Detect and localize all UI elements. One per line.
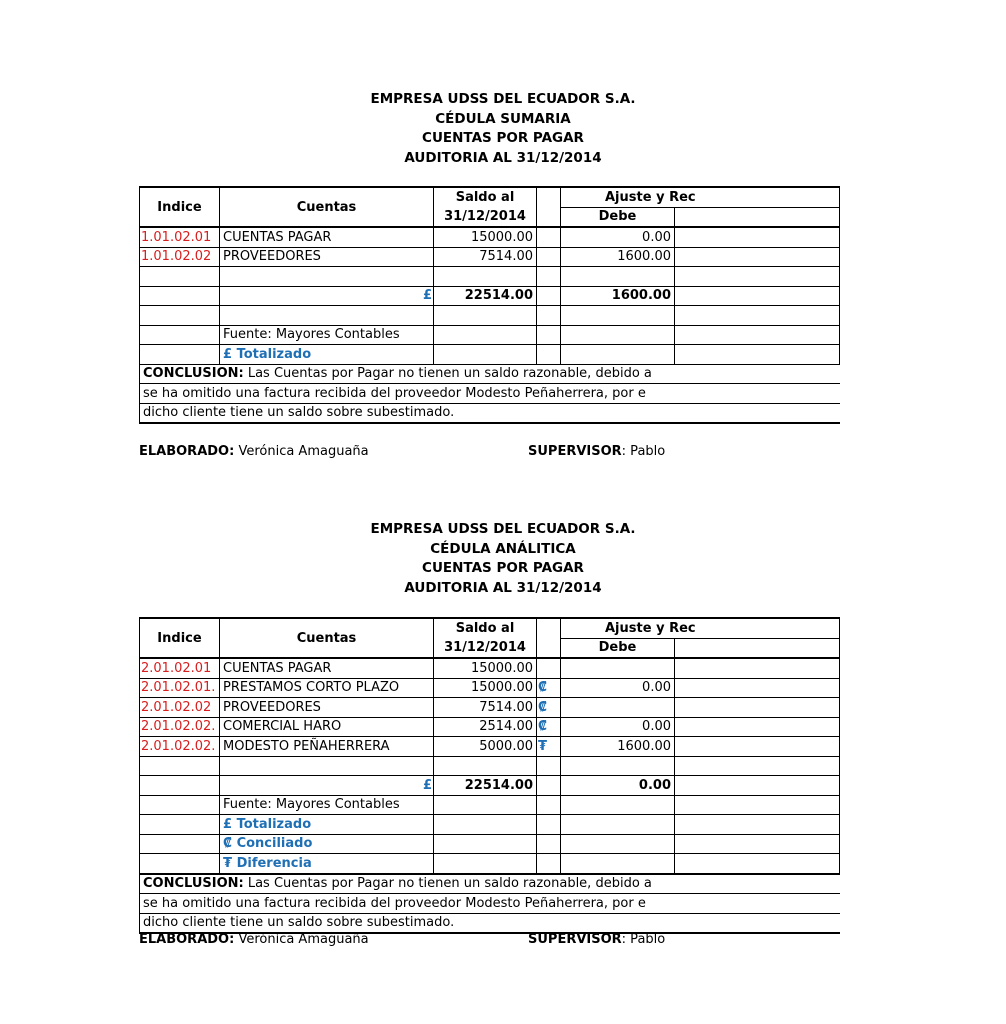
row-cuenta: CUENTAS PAGAR [220, 227, 434, 247]
col-saldo-line2: 31/12/2014 [444, 640, 526, 655]
legend-diferencia [220, 854, 434, 874]
total-mark: £ [220, 776, 434, 796]
table-row [140, 227, 840, 247]
company-name: EMPRESA UDSS DEL ECUADOR S.A. [370, 521, 636, 537]
row-indice: 2.01.02.02. [140, 717, 220, 737]
conclusion-line1 [140, 874, 840, 894]
legend-totalizado [220, 345, 434, 365]
col-ajuste: Ajuste y Rec [561, 187, 840, 207]
sumaria-table [139, 186, 840, 424]
sheet-title: CÉDULA SUMARIA [435, 110, 571, 127]
legend-label: Totalizado [236, 816, 312, 832]
supervisor-label: SUPERVISOR [528, 444, 622, 459]
legend-label: Totalizado [236, 346, 312, 362]
row-cuenta: COMERCIAL HARO [220, 717, 434, 737]
elaborado-label: ELABORADO: [139, 932, 235, 947]
pound-icon: £ [223, 346, 233, 362]
sumaria-table-wrap [139, 186, 696, 424]
supervisor-signature [528, 932, 674, 947]
colon-icon: ₡ [537, 717, 561, 737]
conclusion-line3: dicho cliente tiene un saldo sobre subestimado. [140, 913, 840, 933]
col-mark [537, 187, 561, 227]
pound-icon: £ [223, 816, 233, 832]
legend-label: Conciliado [236, 836, 313, 852]
row-saldo: 7514.00 [434, 247, 537, 267]
total-debe: 1600.00 [561, 286, 675, 306]
row-debe [561, 698, 675, 718]
row-debe [561, 658, 675, 678]
total-row [140, 286, 840, 306]
conclusion-line2: se ha omitido una factura recibida del proveedor Modesto Peñaherrera, por e [140, 894, 840, 914]
sheet-subject: CUENTAS POR PAGAR [422, 130, 584, 146]
col-cuentas: Cuentas [220, 618, 434, 658]
legend-label: Diferencia [236, 855, 312, 871]
col-indice: Indice [140, 618, 220, 658]
conclusion-label: CONCLUSION: [143, 876, 244, 892]
row-saldo: 7514.00 [434, 698, 537, 718]
supervisor-signature [528, 444, 674, 459]
row-saldo: 2514.00 [434, 717, 537, 737]
total-row [140, 776, 840, 796]
row-debe: 0.00 [561, 227, 675, 247]
table-row [140, 658, 840, 678]
col-saldo-line2: 31/12/2014 [444, 209, 526, 224]
conclusion-line1 [140, 364, 840, 384]
col-cuentas: Cuentas [220, 187, 434, 227]
row-cuenta: MODESTO PEÑAHERRERA [220, 737, 434, 757]
col-debe: Debe [561, 638, 675, 658]
elaborado-name: Verónica Amaguaña [234, 444, 369, 459]
row-debe: 0.00 [561, 717, 675, 737]
analitica-table [139, 617, 840, 934]
table-row [140, 698, 840, 718]
table-row [140, 247, 840, 267]
col-indice: Indice [140, 187, 220, 227]
colon-icon: ₡ [223, 836, 233, 852]
row-saldo: 15000.00 [434, 227, 537, 247]
col-mark [537, 618, 561, 658]
row-mark [537, 658, 561, 678]
elaborado-signature [139, 932, 369, 947]
row-cuenta: PROVEEDORES [220, 247, 434, 267]
col-saldo [434, 187, 537, 227]
conclusion-label: CONCLUSION: [143, 366, 244, 382]
row-indice: 2.01.02.02 [140, 698, 220, 718]
tugrik-icon: ₮ [537, 737, 561, 757]
row-indice: 2.01.02.01. [140, 678, 220, 698]
sumaria-heading [0, 90, 1006, 168]
row-debe: 1600.00 [561, 737, 675, 757]
conclusion-line3: dicho cliente tiene un saldo sobre subestimado. [140, 403, 840, 423]
row-mark [537, 247, 561, 267]
row-saldo: 5000.00 [434, 737, 537, 757]
row-debe: 1600.00 [561, 247, 675, 267]
sheet-period: AUDITORIA AL 31/12/2014 [404, 579, 602, 596]
supervisor-name: : Pablo [621, 932, 666, 947]
sheet-title: CÉDULA ANÁLITICA [430, 540, 576, 557]
table-row [140, 717, 840, 737]
total-mark: £ [220, 286, 434, 306]
elaborado-signature [139, 444, 369, 459]
sheet-subject: CUENTAS POR PAGAR [422, 560, 584, 576]
legend-conciliado [220, 834, 434, 854]
tugrik-icon: ₮ [223, 855, 233, 871]
sheet-period: AUDITORIA AL 31/12/2014 [404, 149, 602, 166]
fuente-note: Fuente: Mayores Contables [220, 325, 434, 345]
row-indice: 1.01.02.01 [140, 227, 220, 247]
row-indice: 2.01.02.01 [140, 658, 220, 678]
table-row [140, 737, 840, 757]
supervisor-label: SUPERVISOR [528, 932, 622, 947]
supervisor-name: : Pablo [621, 444, 666, 459]
elaborado-label: ELABORADO: [139, 444, 235, 459]
table-row [140, 678, 840, 698]
colon-icon: ₡ [537, 678, 561, 698]
legend-totalizado [220, 815, 434, 835]
total-saldo: 22514.00 [434, 776, 537, 796]
row-mark [537, 227, 561, 247]
total-saldo: 22514.00 [434, 286, 537, 306]
conclusion-line2: se ha omitido una factura recibida del proveedor Modesto Peñaherrera, por e [140, 384, 840, 404]
row-indice: 2.01.02.02. [140, 737, 220, 757]
elaborado-name: Verónica Amaguaña [234, 932, 369, 947]
company-name: EMPRESA UDSS DEL ECUADOR S.A. [370, 91, 636, 107]
row-saldo: 15000.00 [434, 678, 537, 698]
row-saldo: 15000.00 [434, 658, 537, 678]
conclusion-text: Las Cuentas por Pagar no tienen un saldo razonable, debido a [243, 366, 652, 382]
row-cuenta: PROVEEDORES [220, 698, 434, 718]
col-debe: Debe [561, 207, 675, 227]
fuente-note: Fuente: Mayores Contables [220, 795, 434, 815]
col-saldo [434, 618, 537, 658]
conclusion-text: Las Cuentas por Pagar no tienen un saldo razonable, debido a [243, 876, 652, 892]
row-cuenta: CUENTAS PAGAR [220, 658, 434, 678]
row-cuenta: PRESTAMOS CORTO PLAZO [220, 678, 434, 698]
col-saldo-line1: Saldo al [455, 621, 515, 636]
analitica-heading [0, 520, 1006, 598]
row-indice: 1.01.02.02 [140, 247, 220, 267]
row-debe: 0.00 [561, 678, 675, 698]
colon-icon: ₡ [537, 698, 561, 718]
col-haber [675, 207, 840, 227]
analitica-table-wrap [139, 617, 696, 934]
col-haber [675, 638, 840, 658]
col-saldo-line1: Saldo al [455, 190, 515, 205]
col-ajuste: Ajuste y Rec [561, 618, 840, 638]
total-debe: 0.00 [561, 776, 675, 796]
